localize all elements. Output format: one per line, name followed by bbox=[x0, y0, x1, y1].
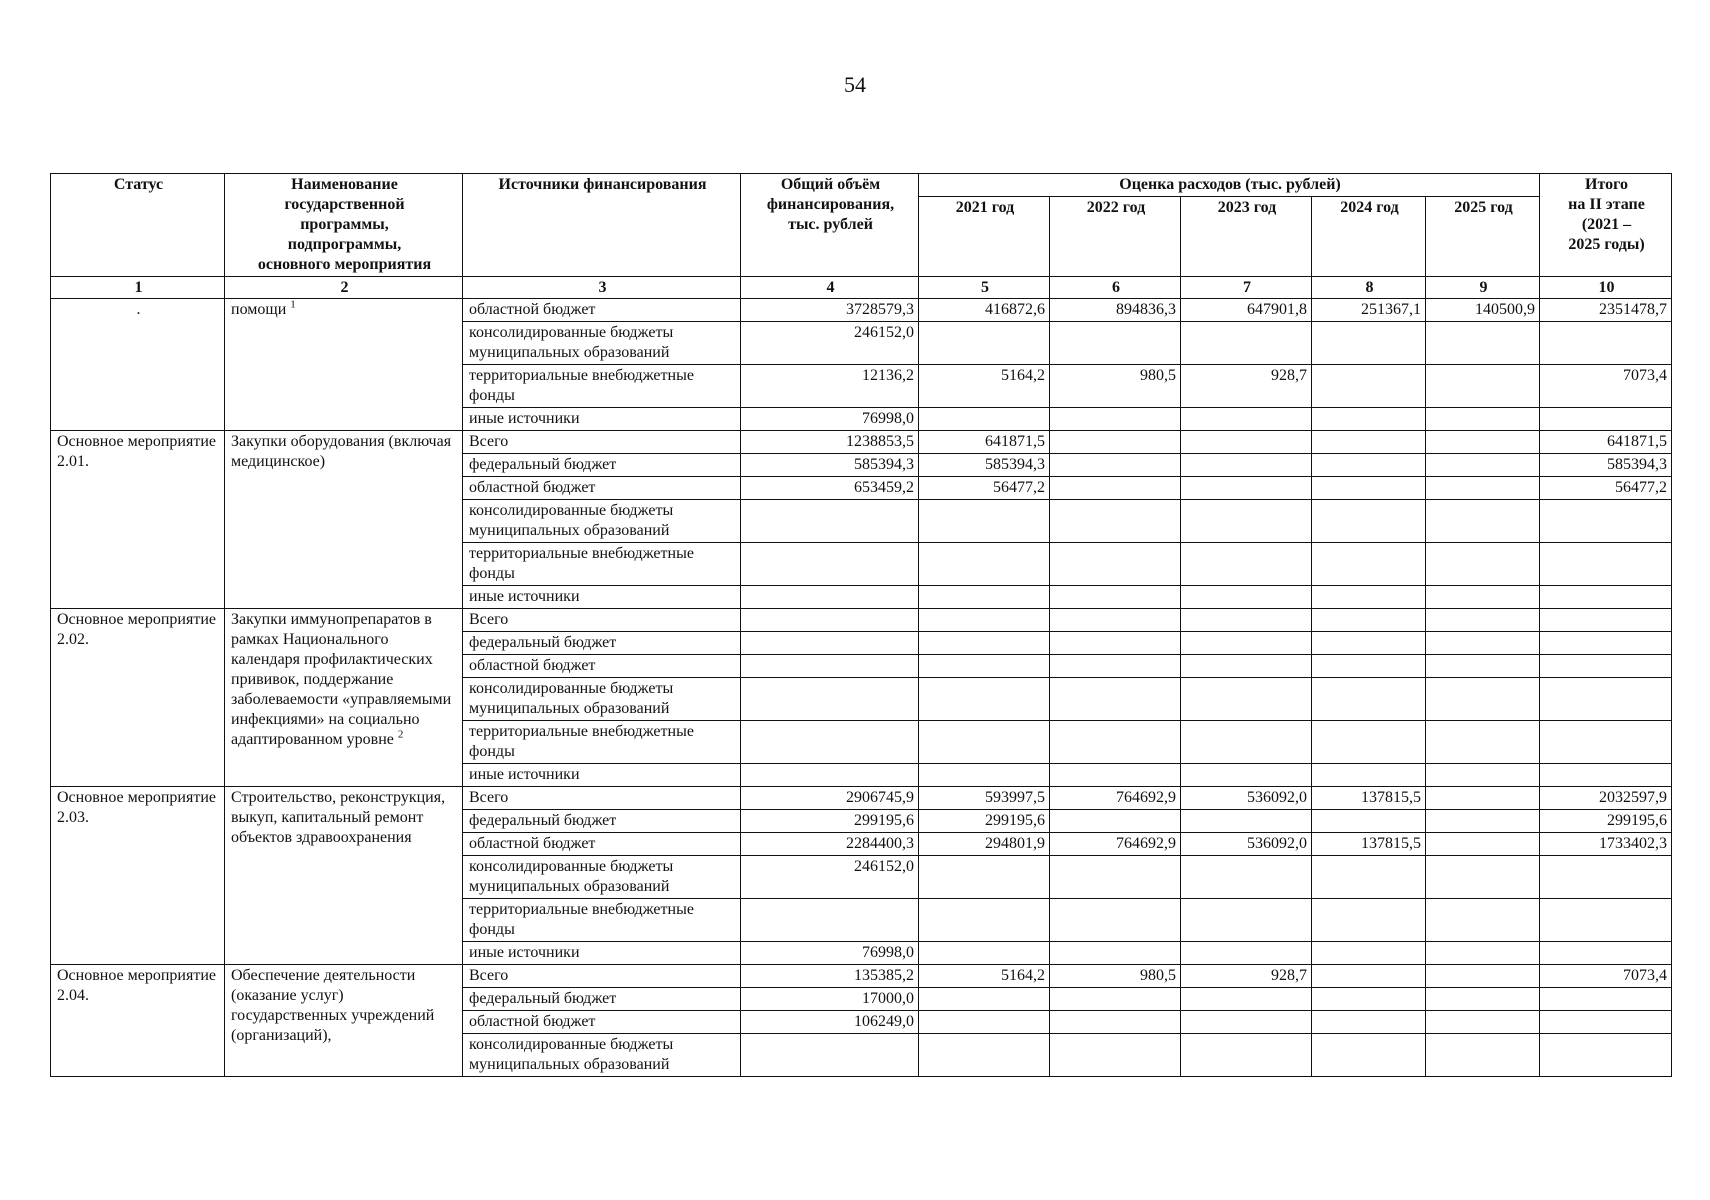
total-cell: 76998,0 bbox=[741, 942, 919, 965]
year-value-cell bbox=[1426, 856, 1540, 899]
source-cell: консолидированные бюджеты муниципальных образований bbox=[463, 678, 741, 721]
year-value-cell: 536092,0 bbox=[1181, 833, 1312, 856]
year-value-cell: 294801,9 bbox=[919, 833, 1050, 856]
year-value-cell bbox=[1312, 655, 1426, 678]
year-value-cell bbox=[1312, 1011, 1426, 1034]
source-cell: федеральный бюджет bbox=[463, 810, 741, 833]
year-value-cell bbox=[1426, 833, 1540, 856]
stage-total-cell bbox=[1540, 899, 1672, 942]
year-value-cell bbox=[1181, 655, 1312, 678]
year-value-cell bbox=[1181, 543, 1312, 586]
year-value-cell: 980,5 bbox=[1050, 365, 1181, 408]
year-value-cell bbox=[919, 678, 1050, 721]
year-value-cell bbox=[1050, 431, 1181, 454]
header-total-line: тыс. рублей bbox=[788, 216, 873, 233]
year-value-cell bbox=[1426, 655, 1540, 678]
year-value-cell bbox=[1312, 988, 1426, 1011]
status-cell: Основное мероприятие 2.03. bbox=[51, 787, 225, 965]
source-cell: иные источники bbox=[463, 942, 741, 965]
year-value-cell bbox=[1181, 942, 1312, 965]
column-number: 4 bbox=[741, 277, 919, 299]
year-value-cell: 647901,8 bbox=[1181, 299, 1312, 322]
year-value-cell bbox=[919, 322, 1050, 365]
stage-total-cell bbox=[1540, 655, 1672, 678]
total-cell bbox=[741, 500, 919, 543]
year-value-cell bbox=[1050, 856, 1181, 899]
year-value-cell bbox=[1312, 408, 1426, 431]
year-value-cell bbox=[1050, 477, 1181, 500]
column-number: 1 bbox=[51, 277, 225, 299]
year-value-cell bbox=[1050, 609, 1181, 632]
total-cell: 246152,0 bbox=[741, 322, 919, 365]
year-value-cell bbox=[1426, 609, 1540, 632]
stage-total-cell bbox=[1540, 856, 1672, 899]
stage-total-cell bbox=[1540, 678, 1672, 721]
year-value-cell bbox=[1050, 586, 1181, 609]
year-value-cell bbox=[1050, 454, 1181, 477]
year-value-cell bbox=[1426, 365, 1540, 408]
year-value-cell bbox=[1050, 1034, 1181, 1077]
year-value-cell bbox=[1426, 721, 1540, 764]
column-number: 3 bbox=[463, 277, 741, 299]
year-value-cell bbox=[919, 721, 1050, 764]
stage-total-cell bbox=[1540, 942, 1672, 965]
source-cell: консолидированные бюджеты муниципальных образований bbox=[463, 856, 741, 899]
year-value-cell bbox=[1181, 322, 1312, 365]
table-row bbox=[51, 299, 1672, 322]
header-name-line: Наименование bbox=[291, 176, 398, 193]
column-numbers-row bbox=[51, 277, 1672, 299]
program-name-cell bbox=[225, 787, 463, 965]
program-name-text: Закупки иммунопрепаратов в рамках Национального календаря профилактических прививок, поддержание заболеваемости «управляемыми инфекциями» на социально адаптированном уровне bbox=[231, 611, 452, 748]
source-cell: областной бюджет bbox=[463, 833, 741, 856]
source-cell: Всего bbox=[463, 431, 741, 454]
stage-total-cell: 2032597,9 bbox=[1540, 787, 1672, 810]
stage-total-cell bbox=[1540, 721, 1672, 764]
year-value-cell: 5164,2 bbox=[919, 965, 1050, 988]
source-cell: иные источники bbox=[463, 764, 741, 787]
table-body bbox=[51, 299, 1672, 1077]
header-stage-total-line: (2021 – bbox=[1581, 216, 1632, 233]
stage-total-cell bbox=[1540, 764, 1672, 787]
year-value-cell: 140500,9 bbox=[1426, 299, 1540, 322]
header-total-line: финансирования, bbox=[766, 196, 895, 213]
year-value-cell bbox=[1312, 899, 1426, 942]
year-value-cell bbox=[919, 655, 1050, 678]
header-year-2024: 2024 год bbox=[1312, 197, 1426, 277]
stage-total-cell bbox=[1540, 988, 1672, 1011]
year-value-cell: 928,7 bbox=[1181, 965, 1312, 988]
year-value-cell bbox=[1426, 899, 1540, 942]
year-value-cell bbox=[1312, 678, 1426, 721]
year-value-cell bbox=[1312, 721, 1426, 764]
year-value-cell: 593997,5 bbox=[919, 787, 1050, 810]
column-number: 9 bbox=[1426, 277, 1540, 299]
program-name-cell bbox=[225, 431, 463, 609]
year-value-cell bbox=[1426, 1011, 1540, 1034]
year-value-cell bbox=[1050, 764, 1181, 787]
footnote-marker: 2 bbox=[397, 728, 404, 741]
year-value-cell bbox=[1426, 965, 1540, 988]
year-value-cell bbox=[919, 764, 1050, 787]
source-cell: консолидированные бюджеты муниципальных образований bbox=[463, 500, 741, 543]
year-value-cell bbox=[1426, 1034, 1540, 1077]
source-cell: федеральный бюджет bbox=[463, 454, 741, 477]
year-value-cell: 5164,2 bbox=[919, 365, 1050, 408]
table-row bbox=[51, 965, 1672, 988]
stage-total-cell bbox=[1540, 543, 1672, 586]
total-cell bbox=[741, 586, 919, 609]
total-cell: 135385,2 bbox=[741, 965, 919, 988]
year-value-cell bbox=[1312, 586, 1426, 609]
program-name-cell bbox=[225, 609, 463, 787]
total-cell: 17000,0 bbox=[741, 988, 919, 1011]
year-value-cell bbox=[1312, 454, 1426, 477]
footnote-marker: 1 bbox=[290, 298, 296, 311]
year-value-cell bbox=[1050, 721, 1181, 764]
column-number: 8 bbox=[1312, 277, 1426, 299]
year-value-cell bbox=[1050, 543, 1181, 586]
table-row bbox=[51, 787, 1672, 810]
year-value-cell bbox=[1181, 1011, 1312, 1034]
status-cell: Основное мероприятие 2.02. bbox=[51, 609, 225, 787]
year-value-cell bbox=[1312, 856, 1426, 899]
source-cell: иные источники bbox=[463, 408, 741, 431]
source-cell: территориальные внебюджетные фонды bbox=[463, 721, 741, 764]
source-cell: федеральный бюджет bbox=[463, 988, 741, 1011]
header-year-2025: 2025 год bbox=[1426, 197, 1540, 277]
year-value-cell: 641871,5 bbox=[919, 431, 1050, 454]
year-value-cell bbox=[919, 899, 1050, 942]
year-value-cell bbox=[1426, 678, 1540, 721]
stage-total-cell bbox=[1540, 500, 1672, 543]
header-status: Статус bbox=[51, 174, 225, 277]
year-value-cell bbox=[1312, 365, 1426, 408]
total-cell bbox=[741, 543, 919, 586]
total-cell bbox=[741, 632, 919, 655]
year-value-cell: 585394,3 bbox=[919, 454, 1050, 477]
year-value-cell bbox=[1426, 810, 1540, 833]
year-value-cell: 251367,1 bbox=[1312, 299, 1426, 322]
year-value-cell: 56477,2 bbox=[919, 477, 1050, 500]
status-cell: Основное мероприятие 2.01. bbox=[51, 431, 225, 609]
year-value-cell: 536092,0 bbox=[1181, 787, 1312, 810]
total-cell bbox=[741, 1034, 919, 1077]
header-name-line: программы, bbox=[300, 216, 389, 233]
column-number: 10 bbox=[1540, 277, 1672, 299]
year-value-cell bbox=[1181, 454, 1312, 477]
total-cell: 106249,0 bbox=[741, 1011, 919, 1034]
year-value-cell bbox=[1312, 477, 1426, 500]
year-value-cell bbox=[1181, 1034, 1312, 1077]
year-value-cell bbox=[1181, 810, 1312, 833]
year-value-cell bbox=[1050, 500, 1181, 543]
program-name-cell bbox=[225, 965, 463, 1077]
year-value-cell: 928,7 bbox=[1181, 365, 1312, 408]
year-value-cell: 137815,5 bbox=[1312, 833, 1426, 856]
year-value-cell bbox=[1312, 543, 1426, 586]
table-header bbox=[51, 174, 1672, 299]
status-cell: . bbox=[51, 299, 225, 431]
stage-total-cell bbox=[1540, 1034, 1672, 1077]
year-value-cell bbox=[919, 543, 1050, 586]
year-value-cell bbox=[919, 586, 1050, 609]
year-value-cell bbox=[1426, 408, 1540, 431]
header-name bbox=[225, 174, 463, 277]
total-cell: 246152,0 bbox=[741, 856, 919, 899]
table-row bbox=[51, 431, 1672, 454]
year-value-cell bbox=[1312, 322, 1426, 365]
header-name-line: подпрограммы, bbox=[287, 236, 402, 253]
source-cell: федеральный бюджет bbox=[463, 632, 741, 655]
header-name-line: государственной bbox=[284, 196, 405, 213]
source-cell: территориальные внебюджетные фонды bbox=[463, 543, 741, 586]
year-value-cell bbox=[1312, 1034, 1426, 1077]
column-number: 5 bbox=[919, 277, 1050, 299]
year-value-cell bbox=[1181, 586, 1312, 609]
total-cell bbox=[741, 655, 919, 678]
year-value-cell bbox=[919, 988, 1050, 1011]
total-cell: 299195,6 bbox=[741, 810, 919, 833]
year-value-cell: 764692,9 bbox=[1050, 833, 1181, 856]
header-estimate: Оценка расходов (тыс. рублей) bbox=[919, 174, 1540, 197]
year-value-cell bbox=[1312, 942, 1426, 965]
year-value-cell bbox=[1050, 632, 1181, 655]
source-cell: территориальные внебюджетные фонды bbox=[463, 365, 741, 408]
header-stage-total-line: Итого bbox=[1585, 176, 1628, 193]
header-total bbox=[741, 174, 919, 277]
header-sources: Источники финансирования bbox=[463, 174, 741, 277]
header-year-2022: 2022 год bbox=[1050, 197, 1181, 277]
program-name-text: Обеспечение деятельности (оказание услуг) государственных учреждений (организаций), bbox=[231, 967, 435, 1044]
year-value-cell bbox=[1426, 543, 1540, 586]
year-value-cell bbox=[1426, 431, 1540, 454]
stage-total-cell bbox=[1540, 609, 1672, 632]
financing-table bbox=[50, 173, 1672, 1077]
year-value-cell bbox=[1312, 500, 1426, 543]
year-value-cell bbox=[1181, 856, 1312, 899]
year-value-cell bbox=[1181, 500, 1312, 543]
stage-total-cell: 585394,3 bbox=[1540, 454, 1672, 477]
year-value-cell bbox=[1312, 965, 1426, 988]
year-value-cell bbox=[1050, 655, 1181, 678]
year-value-cell bbox=[1312, 632, 1426, 655]
year-value-cell bbox=[919, 1011, 1050, 1034]
year-value-cell bbox=[1426, 988, 1540, 1011]
source-cell: консолидированные бюджеты муниципальных образований bbox=[463, 322, 741, 365]
stage-total-cell bbox=[1540, 1011, 1672, 1034]
column-number: 7 bbox=[1181, 277, 1312, 299]
year-value-cell bbox=[1181, 899, 1312, 942]
stage-total-cell: 1733402,3 bbox=[1540, 833, 1672, 856]
total-cell: 653459,2 bbox=[741, 477, 919, 500]
year-value-cell bbox=[1050, 988, 1181, 1011]
year-value-cell bbox=[1426, 632, 1540, 655]
total-cell: 76998,0 bbox=[741, 408, 919, 431]
year-value-cell bbox=[1426, 764, 1540, 787]
total-cell: 2906745,9 bbox=[741, 787, 919, 810]
year-value-cell bbox=[919, 1034, 1050, 1077]
total-cell: 12136,2 bbox=[741, 365, 919, 408]
stage-total-cell: 2351478,7 bbox=[1540, 299, 1672, 322]
source-cell: областной бюджет bbox=[463, 655, 741, 678]
year-value-cell bbox=[1312, 810, 1426, 833]
stage-total-cell: 56477,2 bbox=[1540, 477, 1672, 500]
year-value-cell bbox=[1426, 500, 1540, 543]
year-value-cell bbox=[1312, 764, 1426, 787]
column-number: 6 bbox=[1050, 277, 1181, 299]
total-cell bbox=[741, 678, 919, 721]
stage-total-cell bbox=[1540, 408, 1672, 431]
stage-total-cell: 299195,6 bbox=[1540, 810, 1672, 833]
table-row bbox=[51, 609, 1672, 632]
total-cell bbox=[741, 609, 919, 632]
header-name-line: основного мероприятия bbox=[257, 256, 432, 273]
total-cell: 3728579,3 bbox=[741, 299, 919, 322]
stage-total-cell: 7073,4 bbox=[1540, 965, 1672, 988]
year-value-cell: 980,5 bbox=[1050, 965, 1181, 988]
program-name-text: Закупки оборудования (включая медицинское) bbox=[231, 433, 452, 470]
year-value-cell: 416872,6 bbox=[919, 299, 1050, 322]
page-number: 54 bbox=[844, 72, 866, 97]
stage-total-cell: 641871,5 bbox=[1540, 431, 1672, 454]
column-number: 2 bbox=[225, 277, 463, 299]
program-name-text: помощи bbox=[231, 301, 287, 318]
year-value-cell bbox=[1050, 899, 1181, 942]
header-year-2021: 2021 год bbox=[919, 197, 1050, 277]
year-value-cell bbox=[1181, 477, 1312, 500]
program-name-text: Строительство, реконструкция, выкуп, капитальный ремонт объектов здравоохранения bbox=[231, 789, 446, 846]
stage-total-cell bbox=[1540, 632, 1672, 655]
header-stage-total-line: 2025 годы) bbox=[1568, 236, 1645, 253]
total-cell bbox=[741, 764, 919, 787]
total-cell: 2284400,3 bbox=[741, 833, 919, 856]
stage-total-cell: 7073,4 bbox=[1540, 365, 1672, 408]
year-value-cell bbox=[1181, 721, 1312, 764]
year-value-cell bbox=[1181, 632, 1312, 655]
year-value-cell bbox=[1181, 408, 1312, 431]
status-cell: Основное мероприятие 2.04. bbox=[51, 965, 225, 1077]
year-value-cell bbox=[1050, 942, 1181, 965]
year-value-cell bbox=[1426, 322, 1540, 365]
year-value-cell bbox=[919, 632, 1050, 655]
year-value-cell: 894836,3 bbox=[1050, 299, 1181, 322]
year-value-cell bbox=[1426, 477, 1540, 500]
year-value-cell bbox=[1050, 678, 1181, 721]
header-year-2023: 2023 год bbox=[1181, 197, 1312, 277]
header-stage-total bbox=[1540, 174, 1672, 277]
year-value-cell bbox=[1181, 609, 1312, 632]
year-value-cell bbox=[1312, 431, 1426, 454]
year-value-cell bbox=[1181, 764, 1312, 787]
year-value-cell bbox=[919, 500, 1050, 543]
source-cell: Всего bbox=[463, 965, 741, 988]
total-cell: 585394,3 bbox=[741, 454, 919, 477]
total-cell bbox=[741, 899, 919, 942]
year-value-cell bbox=[1181, 431, 1312, 454]
year-value-cell bbox=[1181, 678, 1312, 721]
source-cell: консолидированные бюджеты муниципальных образований bbox=[463, 1034, 741, 1077]
year-value-cell bbox=[919, 942, 1050, 965]
source-cell: территориальные внебюджетные фонды bbox=[463, 899, 741, 942]
year-value-cell bbox=[1312, 609, 1426, 632]
year-value-cell bbox=[1426, 787, 1540, 810]
year-value-cell bbox=[1426, 942, 1540, 965]
total-cell bbox=[741, 721, 919, 764]
year-value-cell bbox=[1050, 810, 1181, 833]
year-value-cell bbox=[1050, 1011, 1181, 1034]
source-cell: областной бюджет bbox=[463, 1011, 741, 1034]
year-value-cell bbox=[1426, 454, 1540, 477]
year-value-cell: 764692,9 bbox=[1050, 787, 1181, 810]
year-value-cell bbox=[1181, 988, 1312, 1011]
source-cell: областной бюджет bbox=[463, 299, 741, 322]
year-value-cell: 137815,5 bbox=[1312, 787, 1426, 810]
header-total-line: Общий объём bbox=[780, 176, 881, 193]
year-value-cell bbox=[919, 856, 1050, 899]
year-value-cell bbox=[1426, 586, 1540, 609]
year-value-cell bbox=[919, 609, 1050, 632]
stage-total-cell bbox=[1540, 322, 1672, 365]
year-value-cell bbox=[919, 408, 1050, 431]
header-stage-total-line: на II этапе bbox=[1568, 196, 1645, 213]
stage-total-cell bbox=[1540, 586, 1672, 609]
year-value-cell: 299195,6 bbox=[919, 810, 1050, 833]
year-value-cell bbox=[1050, 408, 1181, 431]
year-value-cell bbox=[1050, 322, 1181, 365]
source-cell: Всего bbox=[463, 787, 741, 810]
program-name-cell bbox=[225, 299, 463, 431]
source-cell: Всего bbox=[463, 609, 741, 632]
source-cell: иные источники bbox=[463, 586, 741, 609]
source-cell: областной бюджет bbox=[463, 477, 741, 500]
total-cell: 1238853,5 bbox=[741, 431, 919, 454]
